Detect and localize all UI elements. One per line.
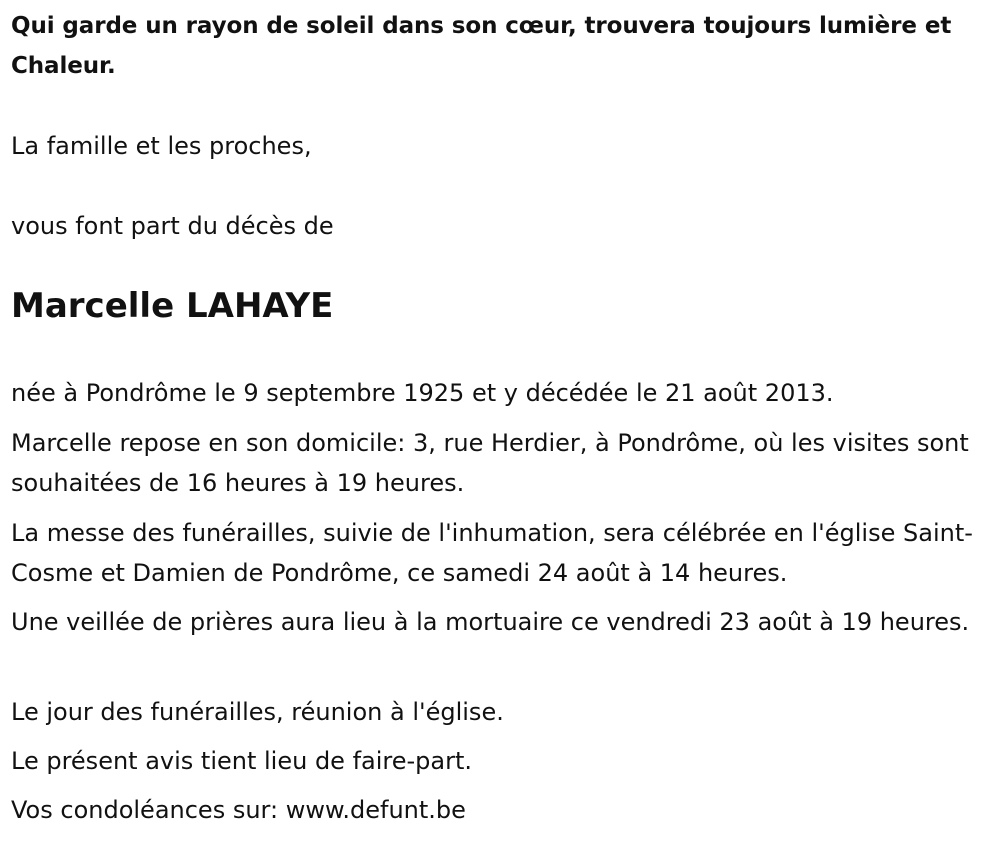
deceased-name: Marcelle LAHAYE: [11, 286, 334, 326]
funeral-mass-paragraph: La messe des funérailles, suivie de l'inhumation, sera célébrée en l'église Saint-Cosme et Damien de Pondrôme, ce samedi 24 août à 14 heures.: [11, 519, 973, 587]
viewing-paragraph: Marcelle repose en son domicile: 3, rue Herdier, à Pondrôme, où les visites sont souhaitées de 16 heures à 19 heures.: [11, 429, 969, 497]
opening-quote: Qui garde un rayon de soleil dans son cœur, trouvera toujours lumière et Chaleur.: [11, 13, 952, 79]
family-line: La famille et les proches,: [11, 132, 312, 160]
condolences-paragraph: Vos condoléances sur: www.defunt.be: [11, 796, 466, 824]
notice-paragraph: Le présent avis tient lieu de faire-part.: [11, 747, 473, 775]
announcement-line: vous font part du décès de: [11, 212, 334, 240]
meeting-paragraph: Le jour des funérailles, réunion à l'église.: [11, 698, 504, 726]
birth-death-paragraph: née à Pondrôme le 9 septembre 1925 et y décédée le 21 août 2013.: [11, 379, 834, 407]
vigil-paragraph: Une veillée de prières aura lieu à la mortuaire ce vendredi 23 août à 19 heures.: [11, 608, 970, 636]
